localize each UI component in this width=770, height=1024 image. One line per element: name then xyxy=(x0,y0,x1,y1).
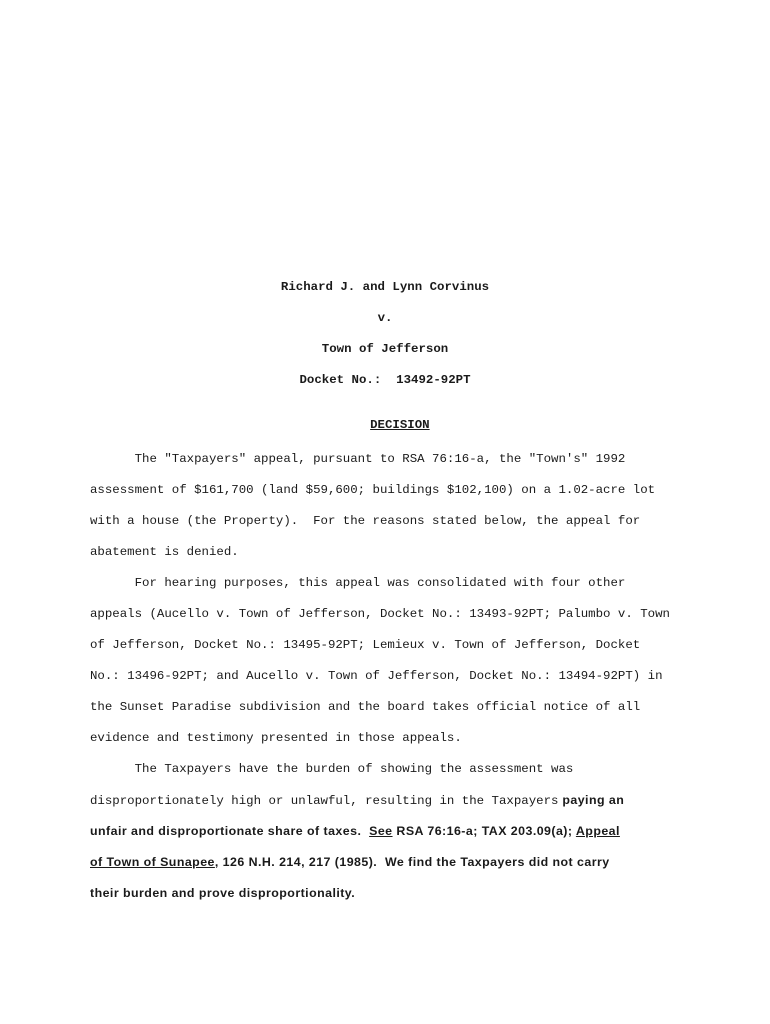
body-line: assessment of $161,700 (land $59,600; buildings $102,100) on a 1.02-acre lot xyxy=(90,483,656,497)
see-signal: See xyxy=(369,824,393,838)
body-line: evidence and testimony presented in those appeals. xyxy=(90,731,462,745)
body-line: The Taxpayers have the burden of showing the assessment was xyxy=(90,762,574,776)
body-line-citation xyxy=(90,823,620,839)
versus-label: v. xyxy=(377,311,393,325)
body-line-mixed xyxy=(90,792,624,808)
body-line: No.: 13496-92PT; and Aucello v. Town of Jefferson, Docket No.: 13494-92PT) in xyxy=(90,669,663,683)
body-line: of Jefferson, Docket No.: 13495-92PT; Lemieux v. Town of Jefferson, Docket xyxy=(90,638,641,652)
body-line: The "Taxpayers" appeal, pursuant to RSA 76:16-a, the "Town's" 1992 xyxy=(90,452,626,466)
body-line: For hearing purposes, this appeal was consolidated with four other xyxy=(90,576,626,590)
body-line: with a house (the Property). For the reasons stated below, the appeal for xyxy=(90,514,641,528)
petitioners-name: Richard J. and Lynn Corvinus xyxy=(280,280,490,294)
body-line: their burden and prove disproportionality. xyxy=(90,886,356,900)
body-segment-bold: unfair and disproportionate share of taxes. xyxy=(90,824,370,838)
body-line-citation xyxy=(90,854,610,870)
decision-heading-wrap xyxy=(0,404,770,446)
docket-number: Docket No.: 13492-92PT xyxy=(299,373,471,387)
body-segment-bold: RSA 76:16-a; TAX 203.09(a); xyxy=(392,824,576,838)
body-line: appeals (Aucello v. Town of Jefferson, Docket No.: 13493-92PT; Palumbo v. Town xyxy=(90,607,670,621)
body-segment-bold: , 126 N.H. 214, 217 (1985). We find the Taxpayers did not carry xyxy=(214,855,610,869)
decision-heading: DECISION xyxy=(370,418,430,432)
body-line: the Sunset Paradise subdivision and the board takes official notice of all xyxy=(90,700,641,714)
body-segment-bold: paying an xyxy=(558,793,625,807)
case-name-part: of Town of Sunapee xyxy=(90,855,215,869)
body-line: abatement is denied. xyxy=(90,545,239,559)
respondent-name: Town of Jefferson xyxy=(321,342,449,356)
case-name-part: Appeal xyxy=(575,824,620,838)
body-segment: disproportionately high or unlawful, resulting in the Taxpayers xyxy=(90,794,559,808)
